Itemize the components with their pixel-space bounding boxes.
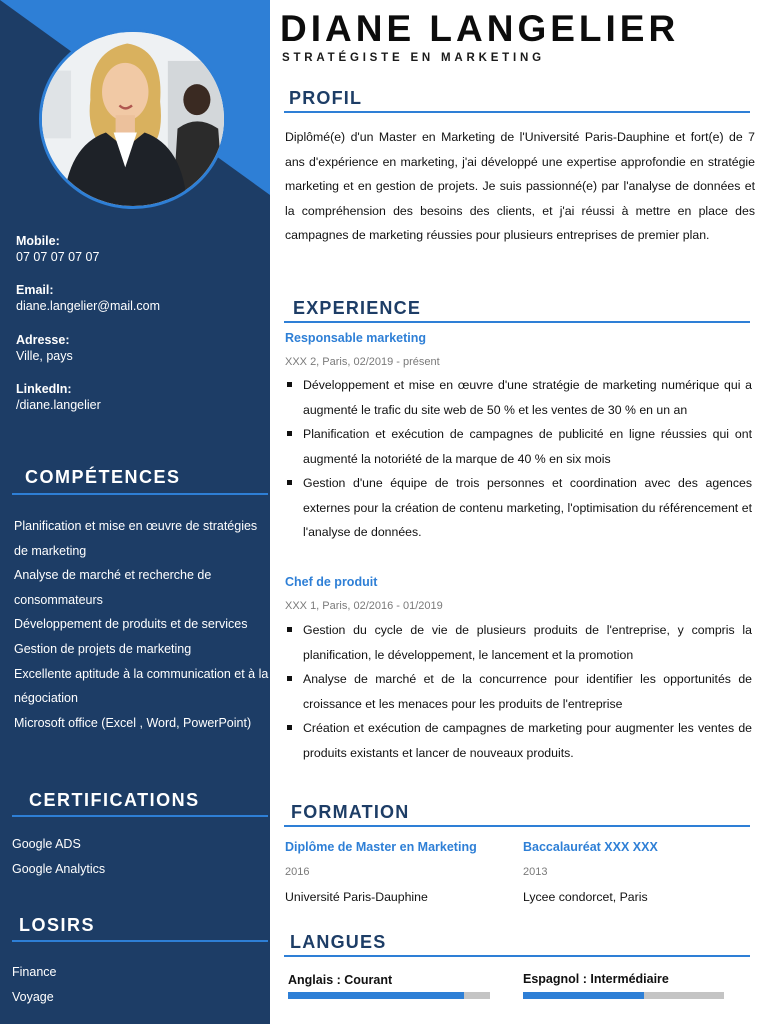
profil-rule [284, 111, 750, 113]
competences-rule [12, 493, 268, 495]
job-title: Chef de produit [285, 575, 378, 589]
formation-school: Université Paris-Dauphine [285, 890, 428, 904]
list-item: Finance [12, 965, 57, 979]
competences-title: COMPÉTENCES [25, 467, 181, 487]
certifications-title: CERTIFICATIONS [29, 790, 200, 810]
contact-value[interactable]: /diane.langelier [16, 398, 101, 412]
list-item: Google ADS [12, 837, 81, 851]
contact-label: Mobile: [16, 234, 60, 248]
contact-mobile [16, 233, 99, 265]
job-subtitle: STRATÉGISTE EN MARKETING [282, 52, 545, 64]
contact-label: LinkedIn: [16, 382, 72, 396]
profil-title: PROFIL [289, 88, 363, 108]
formation-school: Lycee condorcet, Paris [523, 890, 648, 904]
list-item: Google Analytics [12, 862, 106, 876]
language-label: Anglais : Courant [288, 973, 393, 987]
list-item: Analyse de marché et de la concurrence pour identifier les opportunités de croissance et les menaces pour les produits de l'entreprise [285, 667, 752, 716]
job-title: Responsable marketing [285, 331, 427, 345]
language-level-fill [523, 992, 644, 999]
language-level-bar [288, 992, 490, 999]
list-item: Gestion de projets de marketing [14, 641, 192, 656]
list-item: Création et exécution de campagnes de marketing pour augmenter les ventes de produits existants et lancer de nouveaux produits. [285, 716, 752, 765]
profil-text: Diplômé(e) d'un Master en Marketing de l'Université Paris-Dauphine et fort(e) de 7 ans d'expérience en marketing, j'ai développé une expertise approfondie en stratégie marketing et en gestion de projets. Je suis passionné(e) par l'analyse de données et la compréhension des besoins des clients, et j'ai réussi à mettre en place des campagnes de marketing réussies pour plusieurs entreprises de premier plan. [285, 130, 755, 242]
list-item: Gestion d'une équipe de trois personnes et coordination avec des agences externes pour la création de contenu marketing, l'optimisation du référencement et l'analyse de données. [285, 471, 752, 545]
formation-year: 2016 [285, 866, 310, 878]
formation-title: FORMATION [291, 802, 410, 822]
list-item: Excellente aptitude à la communication et à la négociation [14, 666, 269, 706]
loisirs-list [12, 960, 56, 1010]
job-bullets [285, 373, 752, 545]
list-item: Planification et mise en œuvre de stratégies de marketing [14, 519, 258, 558]
language-level-bar [523, 992, 724, 999]
experience-rule [284, 321, 750, 323]
contact-address [16, 332, 73, 364]
certifications-rule [12, 815, 268, 817]
page-title: DIANE LANGELIER [280, 8, 680, 49]
profile-photo [39, 29, 227, 209]
experience-title: EXPERIENCE [293, 298, 422, 318]
job-meta: XXX 1, Paris, 02/2016 - 01/2019 [285, 600, 443, 612]
contact-email [16, 282, 160, 314]
list-item: Voyage [12, 990, 54, 1004]
contact-label: Email: [16, 283, 54, 297]
formation-degree: Diplôme de Master en Marketing [285, 840, 477, 854]
langues-title: LANGUES [290, 932, 387, 952]
job-meta: XXX 2, Paris, 02/2019 - présent [285, 356, 440, 368]
formation-rule [284, 825, 750, 827]
list-item: Analyse de marché et recherche de consommateurs [14, 568, 212, 607]
contact-linkedin [16, 381, 101, 413]
language-level-fill [288, 992, 464, 999]
loisirs-rule [12, 940, 268, 942]
langues-rule [284, 955, 750, 957]
formation-year: 2013 [523, 866, 548, 878]
contact-label: Adresse: [16, 333, 70, 347]
competences-list [14, 514, 270, 735]
list-item: Planification et exécution de campagnes de publicité en ligne réussies qui ont augmenté la notoriété de la marque de 40 % en six mois [285, 422, 752, 471]
list-item: Développement et mise en œuvre d'une stratégie de marketing numérique qui a augmenté le trafic du site web de 50 % et les ventes de 30 % en un an [285, 373, 752, 422]
job-bullets [285, 618, 752, 765]
certifications-list [12, 832, 105, 882]
contact-value[interactable]: diane.langelier@mail.com [16, 299, 161, 313]
contact-value: 07 07 07 07 07 [16, 250, 100, 264]
list-item: Microsoft office (Excel , Word, PowerPoint) [14, 715, 252, 730]
list-item: Développement de produits et de services [14, 617, 248, 632]
list-item: Gestion du cycle de vie de plusieurs produits de l'entreprise, y compris la planification, le développement, le lancement et la promotion [285, 618, 752, 667]
formation-degree: Baccalauréat XXX XXX [523, 840, 658, 854]
sidebar [0, 0, 270, 1024]
language-label: Espagnol : Intermédiaire [523, 972, 669, 986]
contact-value: Ville, pays [16, 349, 73, 363]
loisirs-title: LOSIRS [19, 915, 96, 935]
